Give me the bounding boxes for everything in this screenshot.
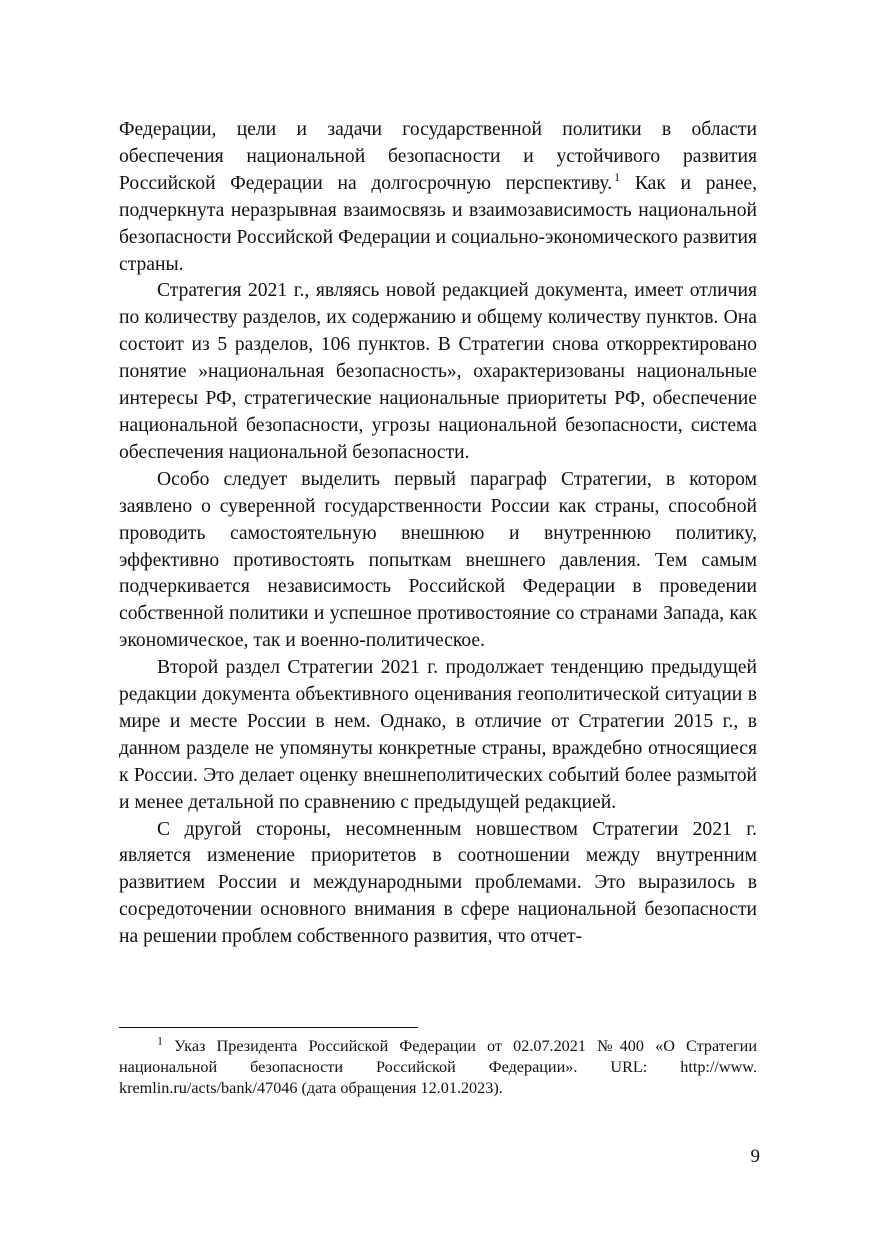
paragraph-3: Особо следует выделить первый параграф Стратегии, в котором заявлено о суверенной государственности России как страны, способной проводить самостоятельную внешнюю и внутреннюю политику, эффективно противостоять попыткам внешнего давления. Тем самым подчеркивается независимость Российской Федерации в проведении собственной политики и успешное противостояние со странами Запада, как экономическое, так и военно-политическое. (119, 468, 757, 652)
paragraph-1-text-a: Федерации, цели и задачи государственной политики в области обеспечения национальной безопасности и устойчивого развития Российской Федерации на долгосрочную перспективу. (119, 119, 757, 194)
paragraph-4: Второй раздел Стратегии 2021 г. продолжает тенденцию предыдущей редакции документа объективного оценивания геополитической ситуации в мире и месте России в нем. Однако, в отличие от Стратегии 2015 г., в данном разделе не упомянуты конкретные страны, враждебно относящиеся к России. Это делает оценку внешнеполитических событий более размытой и менее детальной по сравнению с предыдущей редакцией. (119, 657, 757, 813)
footnote (119, 1033, 757, 1099)
main-text (119, 117, 757, 951)
footnote-marker: 1 (157, 1033, 163, 1048)
paragraph-2: Стратегия 2021 г., являясь новой редакцией документа, имеет отличия по количеству разделов, их содержанию и общему количеству пунктов. Она состоит из 5 разделов, 106 пунктов. В Стратегии снова откорректировано понятие »национальная безопасность», охарактеризованы национальные интересы РФ, стратегические национальные приоритеты РФ, обеспечение национальной безопасности, угрозы национальной безопасности, система обеспечения национальной безопасности. (119, 280, 757, 463)
paragraph-1-text-b: Как и ранее, подчеркнута неразрывная взаимосвязь и взаимозависимость национальной безопасности Российской Федерации и социально-экономического развития страны. (119, 172, 757, 275)
paragraph-1 (119, 117, 757, 278)
footnote-reference[interactable]: 1 (614, 170, 621, 185)
paragraph-5: С другой стороны, несомненным новшеством Стратегии 2021 г. является изменение приоритетов в соотношении между внутренним развитием России и международными проблемами. Это выразилось в сосредоточении основного внимания в сфере национальной безопасности на решении проблем собственного развития, что отчет- (119, 818, 757, 948)
footnote-text: Указ Президента Российской Федерации от 02.07.2021 №400 «О Стратегии национальной безопасности Российской Федерации». URL: http://www.​kremlin.ru/acts/bank/47046 (дата обращения 12.01.2023). (119, 1037, 757, 1097)
footnote-divider (119, 1027, 418, 1028)
page-number: 9 (750, 1146, 760, 1167)
